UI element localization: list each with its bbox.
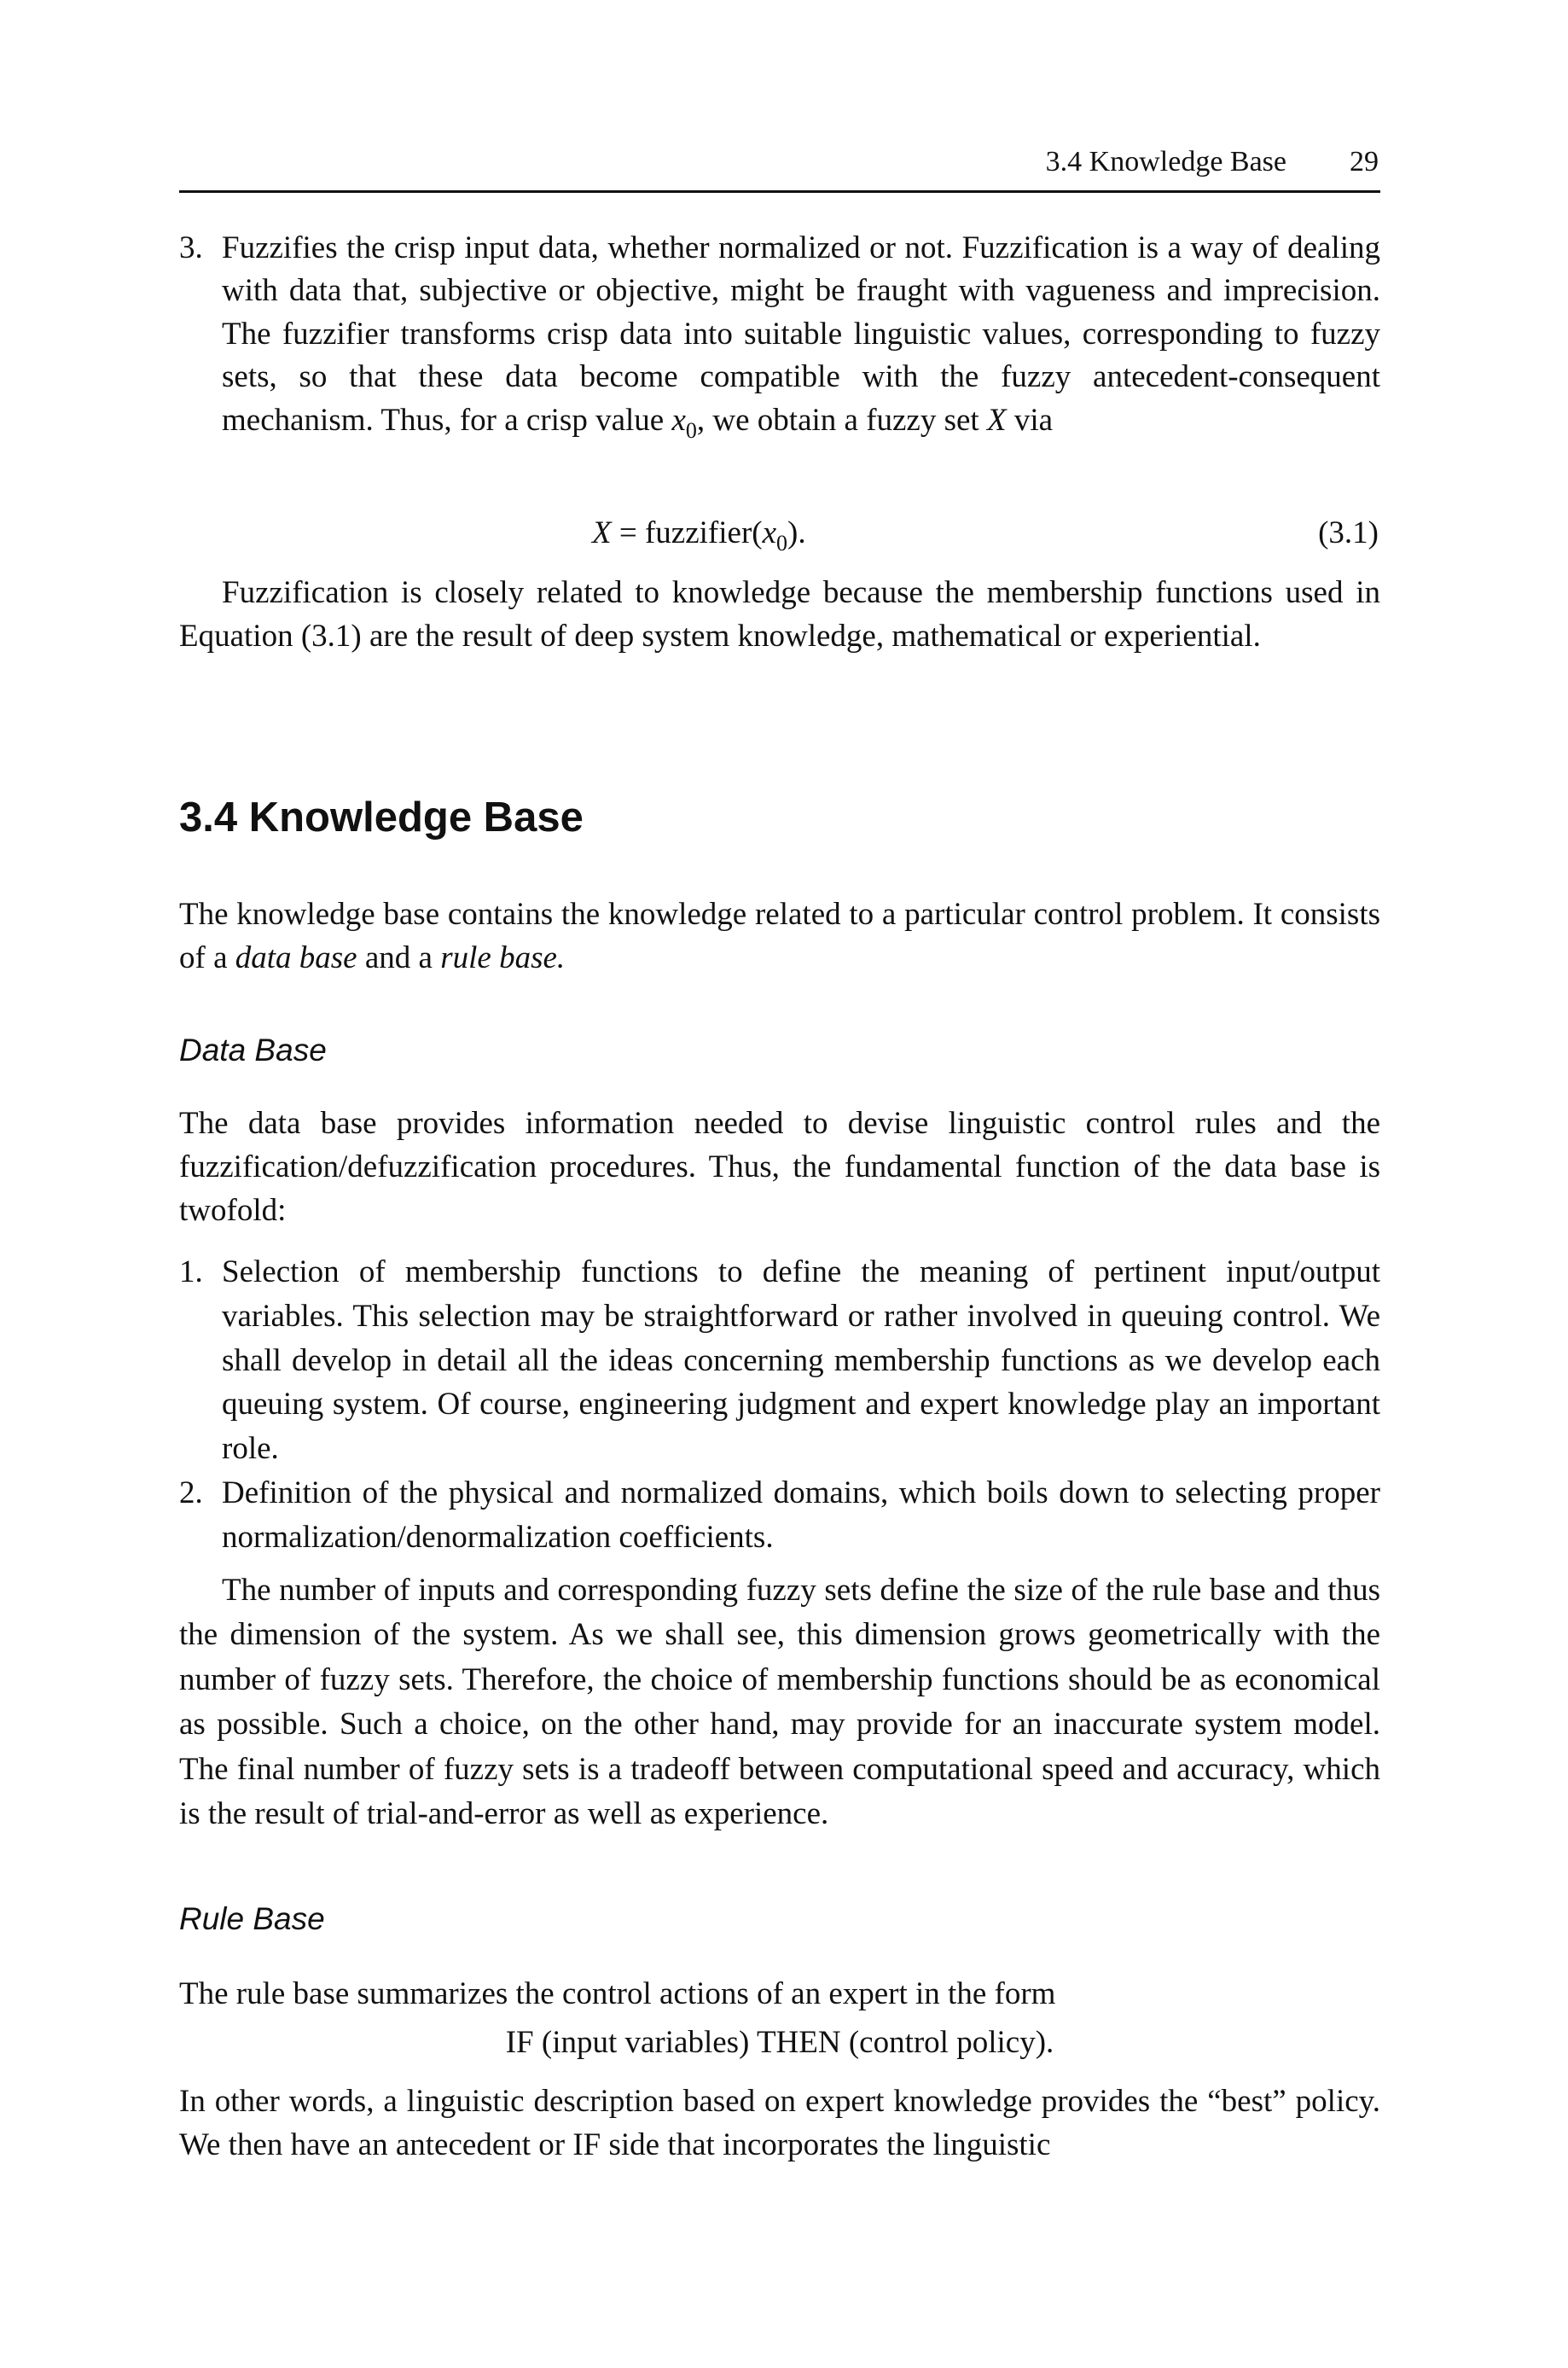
list-number: 1. — [179, 1254, 203, 1289]
intro-text-and: and a — [357, 940, 441, 976]
paragraph-rule-base — [179, 1972, 1380, 2016]
equation-tail: ). — [787, 515, 806, 550]
equation-lhs: X — [592, 515, 612, 550]
paragraph-text: In other words, a linguistic description based on expert knowledge provides the “best” policy. We then have an antecedent or IF side that incorporates the linguistic — [179, 2084, 1380, 2163]
variable-X: X — [986, 402, 1007, 438]
intro-text: The knowledge base contains the knowledge related to a particular control problem. It consists of a — [179, 897, 1380, 976]
paragraph-rule-base-2 — [179, 2080, 1380, 2167]
equation-operator: = fuzzifier( — [611, 515, 763, 550]
paragraph-text: Fuzzification is closely related to knowledge because the membership functions used in Equation (3.1) are the result of deep system knowledge, mathematical or experiential. — [179, 575, 1380, 655]
paragraph-fuzzification — [179, 571, 1380, 658]
equation-subscript: 0 — [776, 531, 788, 556]
header-rule — [179, 190, 1380, 193]
equation-body — [592, 511, 806, 558]
paragraph-intro — [179, 893, 1380, 980]
equation-variable: x — [762, 515, 777, 550]
paragraph-text: The number of inputs and corresponding fuzzy sets define the size of the rule base and thus the dimension of the system. As we shall see, this dimension grows geometrically with the number of fuzzy sets. Therefore, the choice of membership functions should be as economical as possible. Such a choice, on the other hand, may provide for an inaccurate system model. The final number of fuzzy sets is a tradeoff between computational speed and accuracy, which is the result of trial-and-error as well as experience. — [179, 1573, 1380, 1832]
paragraph-dimension — [179, 1568, 1380, 1836]
list-text: Fuzzifies the crisp input data, whether normalized or not. Fuzzification is a way of dealing with data that, subjective or objective, might be fraught with vagueness and imprecision. The fuzzifier transforms crisp data into suitable linguistic values, corresponding to fuzzy sets, so that these data become compatible with the fuzzy antecedent-consequent mechanism. Thus, for a crisp value — [222, 230, 1380, 438]
variable-x: x — [671, 402, 686, 438]
list-text-cont: , we obtain a fuzzy set — [696, 402, 987, 438]
running-header — [179, 133, 1380, 184]
subsection-heading-rule-base: Rule Base — [179, 1901, 325, 1936]
subsection-heading-data-base: Data Base — [179, 1033, 327, 1068]
running-header-title: 3.4 Knowledge Base — [1045, 146, 1286, 177]
paragraph-text: The data base provides information needed to devise linguistic control rules and the fuzzification/defuzzification procedures. Thus, the fundamental function of the data base is twofold: — [179, 1106, 1380, 1229]
list-text: Selection of membership functions to define the meaning of pertinent input/output variables. This selection may be straightforward or rather involved in queuing control. We shall develop in detail all the ideas concerning membership functions as we develop each queuing system. Of course, engineering judgment and expert knowledge play an important role. — [222, 1254, 1380, 1467]
equation-number: (3.1) — [1318, 515, 1379, 550]
list-number: 2. — [179, 1475, 203, 1510]
rule-form-formula: IF (input variables) THEN (control policy). — [505, 2025, 1054, 2060]
intro-emphasis-data-base: data base — [235, 940, 357, 976]
list-text-end: via — [1006, 402, 1054, 438]
paragraph-text: The rule base summarizes the control actions of an expert in the form — [179, 1976, 1056, 2011]
section-heading: 3.4 Knowledge Base — [179, 794, 584, 841]
list-item-1 — [179, 1250, 1380, 1471]
page-number: 29 — [1350, 146, 1379, 177]
equation-3-1 — [179, 511, 1380, 557]
list-text: Definition of the physical and normalized domains, which boils down to selecting proper normalization/denormalization coefficients. — [222, 1475, 1380, 1555]
list-number: 3. — [179, 230, 203, 265]
intro-emphasis-rule-base: rule base. — [440, 940, 566, 976]
list-item-2 — [179, 1471, 1380, 1560]
list-item-3 — [179, 227, 1380, 445]
paragraph-data-base — [179, 1102, 1380, 1233]
subscript: 0 — [685, 417, 697, 443]
